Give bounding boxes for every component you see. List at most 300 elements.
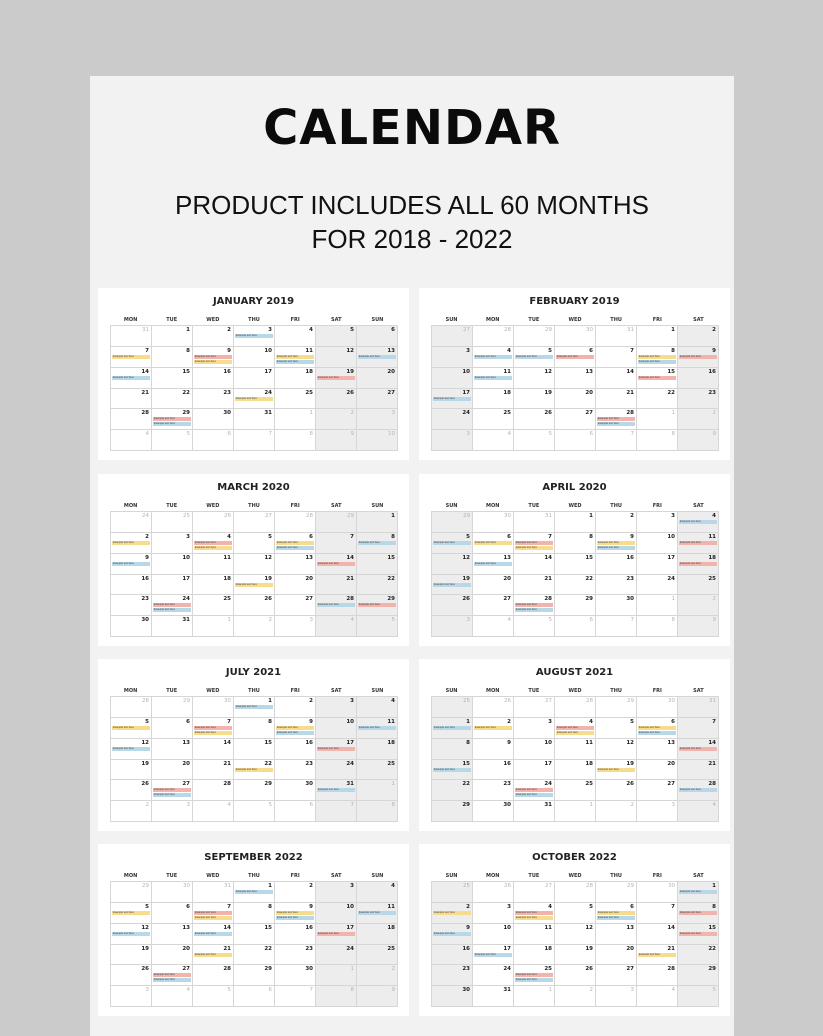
day-cell[interactable] bbox=[357, 760, 398, 781]
day-cell[interactable] bbox=[234, 986, 275, 1007]
day-cell[interactable] bbox=[473, 533, 514, 554]
day-cell[interactable] bbox=[111, 965, 152, 986]
day-cell[interactable] bbox=[111, 368, 152, 389]
day-cell[interactable] bbox=[514, 533, 555, 554]
event-tag[interactable]: Example text here bbox=[597, 768, 635, 772]
day-cell[interactable] bbox=[432, 903, 473, 924]
day-cell[interactable] bbox=[152, 718, 193, 739]
day-cell[interactable] bbox=[432, 760, 473, 781]
day-cell[interactable] bbox=[193, 389, 234, 410]
day-cell[interactable] bbox=[316, 326, 357, 347]
day-cell[interactable] bbox=[596, 389, 637, 410]
day-cell[interactable] bbox=[193, 801, 234, 822]
day-cell[interactable] bbox=[514, 945, 555, 966]
day-cell[interactable] bbox=[596, 965, 637, 986]
day-cell[interactable] bbox=[193, 409, 234, 430]
day-cell[interactable] bbox=[596, 326, 637, 347]
day-cell[interactable] bbox=[357, 924, 398, 945]
day-cell[interactable] bbox=[473, 595, 514, 616]
event-tag[interactable]: Example text here bbox=[153, 973, 191, 977]
day-cell[interactable] bbox=[596, 760, 637, 781]
day-cell[interactable] bbox=[514, 739, 555, 760]
event-tag[interactable]: Example text here bbox=[433, 911, 471, 915]
day-cell[interactable] bbox=[357, 430, 398, 451]
day-cell[interactable] bbox=[111, 760, 152, 781]
day-cell[interactable] bbox=[555, 347, 596, 368]
event-tag[interactable]: Example text here bbox=[317, 562, 355, 566]
day-cell[interactable] bbox=[678, 924, 719, 945]
day-cell[interactable] bbox=[316, 554, 357, 575]
event-tag[interactable]: Example text here bbox=[638, 731, 676, 735]
event-tag[interactable]: Example text here bbox=[194, 731, 232, 735]
day-cell[interactable] bbox=[316, 368, 357, 389]
day-cell[interactable] bbox=[316, 409, 357, 430]
day-cell[interactable] bbox=[637, 903, 678, 924]
day-cell[interactable] bbox=[637, 697, 678, 718]
event-tag[interactable]: Example text here bbox=[433, 397, 471, 401]
day-cell[interactable] bbox=[555, 965, 596, 986]
event-tag[interactable]: Example text here bbox=[679, 520, 717, 524]
day-cell[interactable] bbox=[275, 780, 316, 801]
day-cell[interactable] bbox=[316, 945, 357, 966]
day-cell[interactable] bbox=[678, 326, 719, 347]
day-cell[interactable] bbox=[152, 739, 193, 760]
event-tag[interactable]: Example text here bbox=[153, 793, 191, 797]
day-cell[interactable] bbox=[514, 616, 555, 637]
event-tag[interactable]: Example text here bbox=[276, 546, 314, 550]
day-cell[interactable] bbox=[275, 945, 316, 966]
event-tag[interactable]: Example text here bbox=[194, 953, 232, 957]
day-cell[interactable] bbox=[316, 616, 357, 637]
event-tag[interactable]: Example text here bbox=[235, 397, 273, 401]
day-cell[interactable] bbox=[678, 533, 719, 554]
day-cell[interactable] bbox=[678, 409, 719, 430]
day-cell[interactable] bbox=[596, 780, 637, 801]
day-cell[interactable] bbox=[275, 760, 316, 781]
day-cell[interactable] bbox=[275, 986, 316, 1007]
day-cell[interactable] bbox=[316, 347, 357, 368]
day-cell[interactable] bbox=[111, 986, 152, 1007]
day-cell[interactable] bbox=[637, 760, 678, 781]
day-cell[interactable] bbox=[678, 801, 719, 822]
day-cell[interactable] bbox=[357, 575, 398, 596]
event-tag[interactable]: Example text here bbox=[112, 747, 150, 751]
event-tag[interactable]: Example text here bbox=[153, 608, 191, 612]
day-cell[interactable] bbox=[432, 575, 473, 596]
day-cell[interactable] bbox=[316, 430, 357, 451]
day-cell[interactable] bbox=[152, 368, 193, 389]
day-cell[interactable] bbox=[555, 882, 596, 903]
day-cell[interactable] bbox=[152, 616, 193, 637]
day-cell[interactable] bbox=[432, 616, 473, 637]
day-cell[interactable] bbox=[473, 512, 514, 533]
day-cell[interactable] bbox=[555, 739, 596, 760]
day-cell[interactable] bbox=[514, 801, 555, 822]
event-tag[interactable]: Example text here bbox=[153, 978, 191, 982]
event-tag[interactable]: Example text here bbox=[638, 376, 676, 380]
day-cell[interactable] bbox=[473, 924, 514, 945]
day-cell[interactable] bbox=[234, 533, 275, 554]
day-cell[interactable] bbox=[514, 780, 555, 801]
day-cell[interactable] bbox=[111, 882, 152, 903]
day-cell[interactable] bbox=[432, 965, 473, 986]
event-tag[interactable]: Example text here bbox=[317, 603, 355, 607]
day-cell[interactable] bbox=[555, 924, 596, 945]
event-tag[interactable]: Example text here bbox=[556, 726, 594, 730]
day-cell[interactable] bbox=[514, 512, 555, 533]
event-tag[interactable]: Example text here bbox=[358, 911, 396, 915]
day-cell[interactable] bbox=[316, 595, 357, 616]
day-cell[interactable] bbox=[234, 739, 275, 760]
event-tag[interactable]: Example text here bbox=[515, 546, 553, 550]
day-cell[interactable] bbox=[596, 368, 637, 389]
day-cell[interactable] bbox=[473, 965, 514, 986]
day-cell[interactable] bbox=[234, 801, 275, 822]
event-tag[interactable]: Example text here bbox=[235, 583, 273, 587]
day-cell[interactable] bbox=[637, 616, 678, 637]
day-cell[interactable] bbox=[193, 595, 234, 616]
event-tag[interactable]: Example text here bbox=[638, 726, 676, 730]
day-cell[interactable] bbox=[234, 430, 275, 451]
day-cell[interactable] bbox=[637, 512, 678, 533]
day-cell[interactable] bbox=[555, 760, 596, 781]
day-cell[interactable] bbox=[432, 924, 473, 945]
event-tag[interactable]: Example text here bbox=[474, 541, 512, 545]
day-cell[interactable] bbox=[152, 575, 193, 596]
event-tag[interactable]: Example text here bbox=[679, 355, 717, 359]
day-cell[interactable] bbox=[678, 554, 719, 575]
day-cell[interactable] bbox=[432, 697, 473, 718]
day-cell[interactable] bbox=[152, 882, 193, 903]
event-tag[interactable]: Example text here bbox=[515, 541, 553, 545]
event-tag[interactable]: Example text here bbox=[112, 932, 150, 936]
day-cell[interactable] bbox=[678, 368, 719, 389]
event-tag[interactable]: Example text here bbox=[679, 747, 717, 751]
event-tag[interactable]: Example text here bbox=[433, 583, 471, 587]
day-cell[interactable] bbox=[555, 533, 596, 554]
event-tag[interactable]: Example text here bbox=[276, 355, 314, 359]
day-cell[interactable] bbox=[637, 965, 678, 986]
event-tag[interactable]: Example text here bbox=[515, 973, 553, 977]
day-cell[interactable] bbox=[111, 718, 152, 739]
day-cell[interactable] bbox=[596, 512, 637, 533]
day-cell[interactable] bbox=[357, 882, 398, 903]
day-cell[interactable] bbox=[432, 595, 473, 616]
day-cell[interactable] bbox=[596, 882, 637, 903]
day-cell[interactable] bbox=[555, 945, 596, 966]
event-tag[interactable]: Example text here bbox=[474, 726, 512, 730]
day-cell[interactable] bbox=[637, 430, 678, 451]
day-cell[interactable] bbox=[111, 575, 152, 596]
day-cell[interactable] bbox=[193, 326, 234, 347]
day-cell[interactable] bbox=[432, 945, 473, 966]
day-cell[interactable] bbox=[152, 533, 193, 554]
day-cell[interactable] bbox=[234, 903, 275, 924]
day-cell[interactable] bbox=[637, 986, 678, 1007]
day-cell[interactable] bbox=[234, 780, 275, 801]
day-cell[interactable] bbox=[111, 924, 152, 945]
event-tag[interactable]: Example text here bbox=[358, 726, 396, 730]
event-tag[interactable]: Example text here bbox=[474, 376, 512, 380]
event-tag[interactable]: Example text here bbox=[194, 916, 232, 920]
event-tag[interactable]: Example text here bbox=[317, 932, 355, 936]
day-cell[interactable] bbox=[357, 595, 398, 616]
day-cell[interactable] bbox=[514, 389, 555, 410]
event-tag[interactable]: Example text here bbox=[679, 911, 717, 915]
event-tag[interactable]: Example text here bbox=[515, 608, 553, 612]
event-tag[interactable]: Example text here bbox=[317, 747, 355, 751]
event-tag[interactable]: Example text here bbox=[556, 731, 594, 735]
day-cell[interactable] bbox=[596, 924, 637, 945]
day-cell[interactable] bbox=[637, 533, 678, 554]
day-cell[interactable] bbox=[152, 903, 193, 924]
day-cell[interactable] bbox=[152, 697, 193, 718]
day-cell[interactable] bbox=[637, 780, 678, 801]
day-cell[interactable] bbox=[357, 409, 398, 430]
day-cell[interactable] bbox=[275, 512, 316, 533]
day-cell[interactable] bbox=[432, 389, 473, 410]
day-cell[interactable] bbox=[555, 368, 596, 389]
event-tag[interactable]: Example text here bbox=[112, 726, 150, 730]
day-cell[interactable] bbox=[473, 903, 514, 924]
day-cell[interactable] bbox=[316, 697, 357, 718]
event-tag[interactable]: Example text here bbox=[638, 953, 676, 957]
day-cell[interactable] bbox=[637, 575, 678, 596]
event-tag[interactable]: Example text here bbox=[679, 890, 717, 894]
day-cell[interactable] bbox=[275, 533, 316, 554]
event-tag[interactable]: Example text here bbox=[433, 726, 471, 730]
day-cell[interactable] bbox=[473, 739, 514, 760]
day-cell[interactable] bbox=[316, 533, 357, 554]
day-cell[interactable] bbox=[111, 780, 152, 801]
day-cell[interactable] bbox=[152, 430, 193, 451]
day-cell[interactable] bbox=[111, 409, 152, 430]
day-cell[interactable] bbox=[234, 924, 275, 945]
day-cell[interactable] bbox=[678, 595, 719, 616]
day-cell[interactable] bbox=[637, 389, 678, 410]
event-tag[interactable]: Example text here bbox=[194, 360, 232, 364]
day-cell[interactable] bbox=[678, 718, 719, 739]
day-cell[interactable] bbox=[111, 389, 152, 410]
day-cell[interactable] bbox=[596, 347, 637, 368]
event-tag[interactable]: Example text here bbox=[112, 355, 150, 359]
event-tag[interactable]: Example text here bbox=[194, 932, 232, 936]
event-tag[interactable]: Example text here bbox=[153, 417, 191, 421]
day-cell[interactable] bbox=[473, 326, 514, 347]
day-cell[interactable] bbox=[432, 882, 473, 903]
day-cell[interactable] bbox=[514, 575, 555, 596]
day-cell[interactable] bbox=[514, 924, 555, 945]
day-cell[interactable] bbox=[473, 945, 514, 966]
day-cell[interactable] bbox=[555, 575, 596, 596]
day-cell[interactable] bbox=[678, 430, 719, 451]
day-cell[interactable] bbox=[432, 512, 473, 533]
day-cell[interactable] bbox=[432, 368, 473, 389]
day-cell[interactable] bbox=[234, 368, 275, 389]
day-cell[interactable] bbox=[357, 368, 398, 389]
day-cell[interactable] bbox=[111, 326, 152, 347]
day-cell[interactable] bbox=[234, 389, 275, 410]
day-cell[interactable] bbox=[678, 347, 719, 368]
event-tag[interactable]: Example text here bbox=[276, 360, 314, 364]
day-cell[interactable] bbox=[111, 739, 152, 760]
day-cell[interactable] bbox=[432, 554, 473, 575]
day-cell[interactable] bbox=[357, 533, 398, 554]
day-cell[interactable] bbox=[678, 616, 719, 637]
day-cell[interactable] bbox=[473, 882, 514, 903]
event-tag[interactable]: Example text here bbox=[153, 422, 191, 426]
day-cell[interactable] bbox=[275, 409, 316, 430]
day-cell[interactable] bbox=[193, 697, 234, 718]
day-cell[interactable] bbox=[596, 697, 637, 718]
day-cell[interactable] bbox=[637, 326, 678, 347]
day-cell[interactable] bbox=[357, 986, 398, 1007]
day-cell[interactable] bbox=[234, 965, 275, 986]
day-cell[interactable] bbox=[432, 347, 473, 368]
day-cell[interactable] bbox=[357, 389, 398, 410]
day-cell[interactable] bbox=[432, 801, 473, 822]
day-cell[interactable] bbox=[473, 780, 514, 801]
day-cell[interactable] bbox=[678, 965, 719, 986]
day-cell[interactable] bbox=[234, 347, 275, 368]
day-cell[interactable] bbox=[473, 801, 514, 822]
day-cell[interactable] bbox=[514, 347, 555, 368]
day-cell[interactable] bbox=[152, 326, 193, 347]
event-tag[interactable]: Example text here bbox=[679, 562, 717, 566]
day-cell[interactable] bbox=[555, 409, 596, 430]
day-cell[interactable] bbox=[275, 697, 316, 718]
day-cell[interactable] bbox=[316, 389, 357, 410]
day-cell[interactable] bbox=[514, 718, 555, 739]
day-cell[interactable] bbox=[473, 697, 514, 718]
day-cell[interactable] bbox=[357, 965, 398, 986]
event-tag[interactable]: Example text here bbox=[515, 916, 553, 920]
event-tag[interactable]: Example text here bbox=[358, 541, 396, 545]
day-cell[interactable] bbox=[596, 575, 637, 596]
day-cell[interactable] bbox=[234, 718, 275, 739]
event-tag[interactable]: Example text here bbox=[515, 911, 553, 915]
day-cell[interactable] bbox=[111, 903, 152, 924]
day-cell[interactable] bbox=[111, 430, 152, 451]
event-tag[interactable]: Example text here bbox=[474, 355, 512, 359]
event-tag[interactable]: Example text here bbox=[638, 355, 676, 359]
event-tag[interactable]: Example text here bbox=[112, 562, 150, 566]
day-cell[interactable] bbox=[555, 697, 596, 718]
day-cell[interactable] bbox=[152, 760, 193, 781]
event-tag[interactable]: Example text here bbox=[317, 376, 355, 380]
day-cell[interactable] bbox=[193, 512, 234, 533]
day-cell[interactable] bbox=[111, 554, 152, 575]
day-cell[interactable] bbox=[357, 945, 398, 966]
day-cell[interactable] bbox=[678, 903, 719, 924]
day-cell[interactable] bbox=[473, 718, 514, 739]
day-cell[interactable] bbox=[596, 409, 637, 430]
day-cell[interactable] bbox=[275, 389, 316, 410]
day-cell[interactable] bbox=[357, 326, 398, 347]
event-tag[interactable]: Example text here bbox=[597, 417, 635, 421]
day-cell[interactable] bbox=[596, 739, 637, 760]
day-cell[interactable] bbox=[193, 430, 234, 451]
day-cell[interactable] bbox=[234, 409, 275, 430]
day-cell[interactable] bbox=[316, 760, 357, 781]
day-cell[interactable] bbox=[234, 760, 275, 781]
day-cell[interactable] bbox=[514, 554, 555, 575]
day-cell[interactable] bbox=[637, 595, 678, 616]
day-cell[interactable] bbox=[357, 512, 398, 533]
day-cell[interactable] bbox=[432, 326, 473, 347]
day-cell[interactable] bbox=[193, 882, 234, 903]
day-cell[interactable] bbox=[637, 924, 678, 945]
day-cell[interactable] bbox=[234, 512, 275, 533]
day-cell[interactable] bbox=[152, 512, 193, 533]
day-cell[interactable] bbox=[473, 554, 514, 575]
day-cell[interactable] bbox=[275, 718, 316, 739]
day-cell[interactable] bbox=[316, 903, 357, 924]
day-cell[interactable] bbox=[555, 389, 596, 410]
event-tag[interactable]: Example text here bbox=[358, 603, 396, 607]
day-cell[interactable] bbox=[316, 924, 357, 945]
day-cell[interactable] bbox=[637, 409, 678, 430]
day-cell[interactable] bbox=[193, 986, 234, 1007]
day-cell[interactable] bbox=[193, 924, 234, 945]
event-tag[interactable]: Example text here bbox=[235, 768, 273, 772]
day-cell[interactable] bbox=[357, 718, 398, 739]
event-tag[interactable]: Example text here bbox=[112, 376, 150, 380]
event-tag[interactable]: Example text here bbox=[597, 911, 635, 915]
event-tag[interactable]: Example text here bbox=[194, 546, 232, 550]
day-cell[interactable] bbox=[152, 595, 193, 616]
day-cell[interactable] bbox=[637, 718, 678, 739]
event-tag[interactable]: Example text here bbox=[153, 603, 191, 607]
day-cell[interactable] bbox=[275, 326, 316, 347]
day-cell[interactable] bbox=[275, 965, 316, 986]
event-tag[interactable]: Example text here bbox=[235, 334, 273, 338]
day-cell[interactable] bbox=[316, 780, 357, 801]
day-cell[interactable] bbox=[596, 616, 637, 637]
day-cell[interactable] bbox=[432, 430, 473, 451]
day-cell[interactable] bbox=[193, 780, 234, 801]
day-cell[interactable] bbox=[111, 512, 152, 533]
event-tag[interactable]: Example text here bbox=[194, 726, 232, 730]
day-cell[interactable] bbox=[678, 760, 719, 781]
day-cell[interactable] bbox=[152, 554, 193, 575]
day-cell[interactable] bbox=[275, 595, 316, 616]
day-cell[interactable] bbox=[432, 986, 473, 1007]
day-cell[interactable] bbox=[637, 945, 678, 966]
day-cell[interactable] bbox=[596, 430, 637, 451]
day-cell[interactable] bbox=[152, 389, 193, 410]
day-cell[interactable] bbox=[596, 945, 637, 966]
day-cell[interactable] bbox=[234, 554, 275, 575]
day-cell[interactable] bbox=[152, 986, 193, 1007]
day-cell[interactable] bbox=[473, 409, 514, 430]
day-cell[interactable] bbox=[193, 739, 234, 760]
day-cell[interactable] bbox=[357, 903, 398, 924]
day-cell[interactable] bbox=[678, 945, 719, 966]
day-cell[interactable] bbox=[432, 739, 473, 760]
day-cell[interactable] bbox=[514, 326, 555, 347]
day-cell[interactable] bbox=[596, 595, 637, 616]
event-tag[interactable]: Example text here bbox=[515, 355, 553, 359]
event-tag[interactable]: Example text here bbox=[433, 932, 471, 936]
day-cell[interactable] bbox=[316, 965, 357, 986]
day-cell[interactable] bbox=[514, 986, 555, 1007]
event-tag[interactable]: Example text here bbox=[433, 541, 471, 545]
day-cell[interactable] bbox=[555, 903, 596, 924]
event-tag[interactable]: Example text here bbox=[474, 562, 512, 566]
day-cell[interactable] bbox=[473, 389, 514, 410]
day-cell[interactable] bbox=[152, 965, 193, 986]
